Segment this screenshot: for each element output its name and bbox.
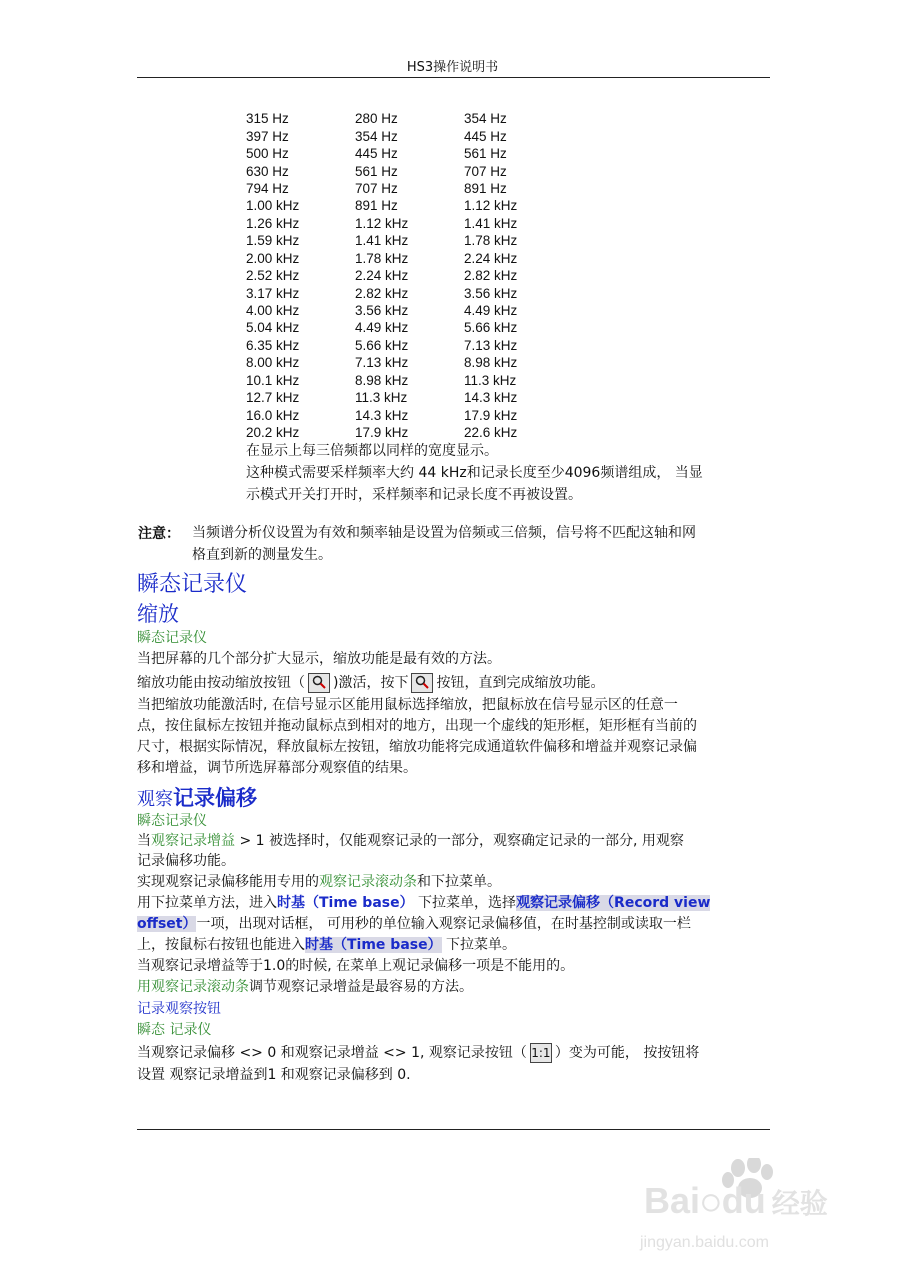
table-cell: 354 Hz — [355, 128, 398, 144]
table-cell: 3.17 kHz — [246, 285, 300, 301]
third-octave-note: 在显示上每三倍频都以同样的宽度显示。 — [246, 443, 498, 459]
table-row — [246, 127, 517, 144]
table-cell: 1.12 kHz — [355, 215, 409, 231]
button-paragraph-line1: 当观察记录偏移 <> 0 和观察记录增益 <> 1, 观察记录按钮（ 1:1 ）变为可能， 按按钮将 — [137, 1045, 700, 1061]
table-cell: 10.1 kHz — [246, 372, 300, 388]
page-header-title: HS3操作说明书 — [406, 60, 499, 75]
table-cell: 5.04 kHz — [246, 320, 300, 336]
table-row — [246, 302, 517, 319]
table-cell: 14.3 kHz — [355, 407, 409, 423]
table-cell: 1.00 kHz — [246, 198, 300, 214]
header-rule — [137, 77, 770, 78]
table-cell: 14.3 kHz — [464, 390, 518, 406]
note-line1: 当频谱分析仪设置为有效和频率轴是设置为倍频或三倍频，信号将不匹配这轴和网 — [192, 525, 696, 541]
table-row — [246, 424, 517, 441]
table-cell: 707 Hz — [464, 163, 507, 179]
menu-timebase-link[interactable]: 时基（Time base） — [277, 895, 414, 911]
table-cell: 8.00 kHz — [246, 355, 300, 371]
table-row — [246, 354, 517, 371]
table-cell: 11.3 kHz — [355, 390, 408, 406]
table-row — [246, 162, 517, 179]
table-cell: 2.24 kHz — [355, 268, 409, 284]
table-row — [246, 110, 517, 127]
heading-transient-recorder: 瞬态记录仪 — [137, 572, 248, 597]
table-cell: 22.6 kHz — [464, 425, 518, 441]
table-cell: 561 Hz — [464, 146, 507, 162]
table-cell: 397 Hz — [246, 128, 289, 144]
table-cell: 2.00 kHz — [246, 250, 300, 266]
table-cell: 17.9 kHz — [464, 407, 518, 423]
table-cell: 4.49 kHz — [355, 320, 409, 336]
table-cell: 1.78 kHz — [355, 250, 409, 266]
table-cell: 707 Hz — [355, 180, 398, 196]
table-cell: 11.3 kHz — [464, 372, 517, 388]
table-row — [246, 215, 517, 232]
table-cell: 20.2 kHz — [246, 425, 300, 441]
zoom-magnifier-icon[interactable] — [308, 673, 330, 693]
table-cell: 2.82 kHz — [464, 268, 518, 284]
mode-paragraph-line2: 示模式开关打开时，采样频率和记录长度不再被设置。 — [246, 487, 582, 503]
table-cell: 1.59 kHz — [246, 233, 300, 249]
table-cell: 315 Hz — [246, 111, 289, 127]
table-cell: 7.13 kHz — [464, 337, 518, 353]
zoom-p2-text-b: )激活，按下 — [333, 675, 409, 691]
zoom-p2-text-c: 按钮，直到完成缩放功能。 — [436, 675, 605, 691]
table-cell: 280 Hz — [355, 111, 398, 127]
table-cell: 16.0 kHz — [246, 407, 300, 423]
subheading-record-view-button: 记录观察按钮 — [137, 1001, 221, 1017]
button-paragraph-line2: 设置 观察记录增益到1 和观察记录偏移到 0. — [137, 1067, 411, 1083]
offset-paragraph-3-line1: 用下拉菜单方法，进入时基（Time base） 下拉菜单，选择观察记录偏移（Record view — [137, 895, 711, 911]
table-row — [246, 284, 517, 301]
note-line2: 格直到新的测量发生。 — [192, 547, 332, 563]
table-cell: 2.52 kHz — [246, 268, 300, 284]
table-row — [246, 319, 517, 336]
table-cell: 4.00 kHz — [246, 303, 300, 319]
offset-paragraph-2: 实现观察记录偏移能用专用的观察记录滚动条和下拉菜单。 — [137, 874, 501, 890]
offset-paragraph-1-line2: 记录偏移功能。 — [137, 853, 235, 869]
table-row — [246, 180, 517, 197]
subheading-transient-recorder-1: 瞬态记录仪 — [137, 630, 207, 646]
zoom-paragraph-2 — [137, 673, 604, 693]
table-cell: 354 Hz — [464, 111, 507, 127]
table-row — [246, 145, 517, 162]
table-row — [246, 389, 517, 406]
zoom-p2-text-a: 缩放功能由按动缩放按钮（ — [137, 675, 305, 691]
table-cell: 5.66 kHz — [355, 337, 409, 353]
zoom-paragraph-3-line1: 当把缩放功能激活时, 在信号显示区能用鼠标选择缩放，把鼠标放在信号显示区的任意一 — [137, 697, 678, 713]
subheading-transient-recorder-3: 瞬态 记录仪 — [137, 1022, 212, 1038]
table-row — [246, 197, 517, 214]
record-view-1to1-icon[interactable]: 1:1 — [530, 1043, 552, 1063]
baidu-watermark — [640, 1158, 870, 1262]
offset-paragraph-3-line3: 上，按鼠标右按钮也能进入时基（Time base） 下拉菜单。 — [137, 937, 517, 953]
table-cell: 445 Hz — [464, 128, 507, 144]
frequency-table — [246, 110, 517, 441]
table-cell: 630 Hz — [246, 163, 289, 179]
table-cell: 891 Hz — [355, 198, 398, 214]
table-cell: 6.35 kHz — [246, 337, 300, 353]
table-cell: 891 Hz — [464, 180, 507, 196]
menu-timebase-link-2[interactable]: 时基（Time base） — [305, 937, 442, 953]
table-cell: 3.56 kHz — [355, 303, 409, 319]
table-cell: 2.82 kHz — [355, 285, 409, 301]
table-row — [246, 372, 517, 389]
zoom-paragraph-3-line2: 点，按住鼠标左按钮并拖动鼠标点到相对的地方，出现一个虚线的矩形框，矩形框有当前的 — [137, 718, 697, 734]
offset-paragraph-3-line2: offset）一项，出现对话框， 可用秒的单位输入观察记录偏移值，在时基控制或读取一栏 — [137, 916, 691, 932]
table-row — [246, 250, 517, 267]
offset-paragraph-5: 用观察记录滚动条调节观察记录增益是最容易的方法。 — [137, 979, 473, 995]
table-row — [246, 267, 517, 284]
zoom-paragraph-1: 当把屏幕的几个部分扩大显示，缩放功能是最有效的方法。 — [137, 651, 501, 667]
table-cell: 17.9 kHz — [355, 425, 409, 441]
menu-record-view-offset-link[interactable]: 观察记录偏移（Record view — [516, 895, 711, 911]
table-cell: 4.49 kHz — [464, 303, 518, 319]
table-cell: 7.13 kHz — [355, 355, 409, 371]
table-cell: 445 Hz — [355, 146, 398, 162]
note-label: 注意： — [138, 526, 180, 542]
table-cell: 1.26 kHz — [246, 215, 300, 231]
table-cell: 5.66 kHz — [464, 320, 518, 336]
offset-paragraph-1: 当观察记录增益 > 1 被选择时，仅能观察记录的一部分，观察确定记录的一部分, 用观察 — [137, 833, 684, 849]
table-cell: 500 Hz — [246, 146, 289, 162]
table-cell: 2.24 kHz — [464, 250, 518, 266]
table-cell: 1.78 kHz — [464, 233, 518, 249]
zoom-paragraph-3-line3: 尺寸，根据实际情况，释放鼠标左按钮，缩放功能将完成通道软件偏移和增益并观察记录偏 — [137, 739, 697, 755]
table-cell: 794 Hz — [246, 180, 289, 196]
menu-record-view-offset-link-cont[interactable]: offset） — [137, 916, 197, 932]
heading-zoom: 缩放 — [137, 602, 179, 626]
table-cell: 8.98 kHz — [464, 355, 518, 371]
heading-record-view-offset: 观察记录偏移 — [137, 786, 257, 810]
table-cell: 561 Hz — [355, 163, 398, 179]
table-row — [246, 337, 517, 354]
subheading-transient-recorder-2: 瞬态记录仪 — [137, 813, 207, 829]
zoom-magnifier-icon-2[interactable] — [411, 673, 433, 693]
table-cell: 3.56 kHz — [464, 285, 518, 301]
zoom-paragraph-3-line4: 移和增益，调节所选屏幕部分观察值的结果。 — [137, 760, 417, 776]
table-row — [246, 232, 517, 249]
baidu-url-text: jingyan.baidu.com — [640, 1234, 769, 1251]
table-cell: 12.7 kHz — [246, 390, 300, 406]
offset-paragraph-4: 当观察记录增益等于1.0的时候, 在菜单上观记录偏移一项是不能用的。 — [137, 958, 575, 974]
table-cell: 8.98 kHz — [355, 372, 409, 388]
mode-paragraph-line1: 这种模式需要采样频率大约 44 kHz和记录长度至少4096频谱组成， 当显 — [246, 465, 703, 481]
table-cell: 1.12 kHz — [464, 198, 518, 214]
table-row — [246, 406, 517, 423]
baidu-brand-text: Bai●du 经验 — [644, 1180, 828, 1221]
table-cell: 1.41 kHz — [464, 215, 518, 231]
table-cell: 1.41 kHz — [355, 233, 409, 249]
footer-rule — [137, 1129, 770, 1130]
